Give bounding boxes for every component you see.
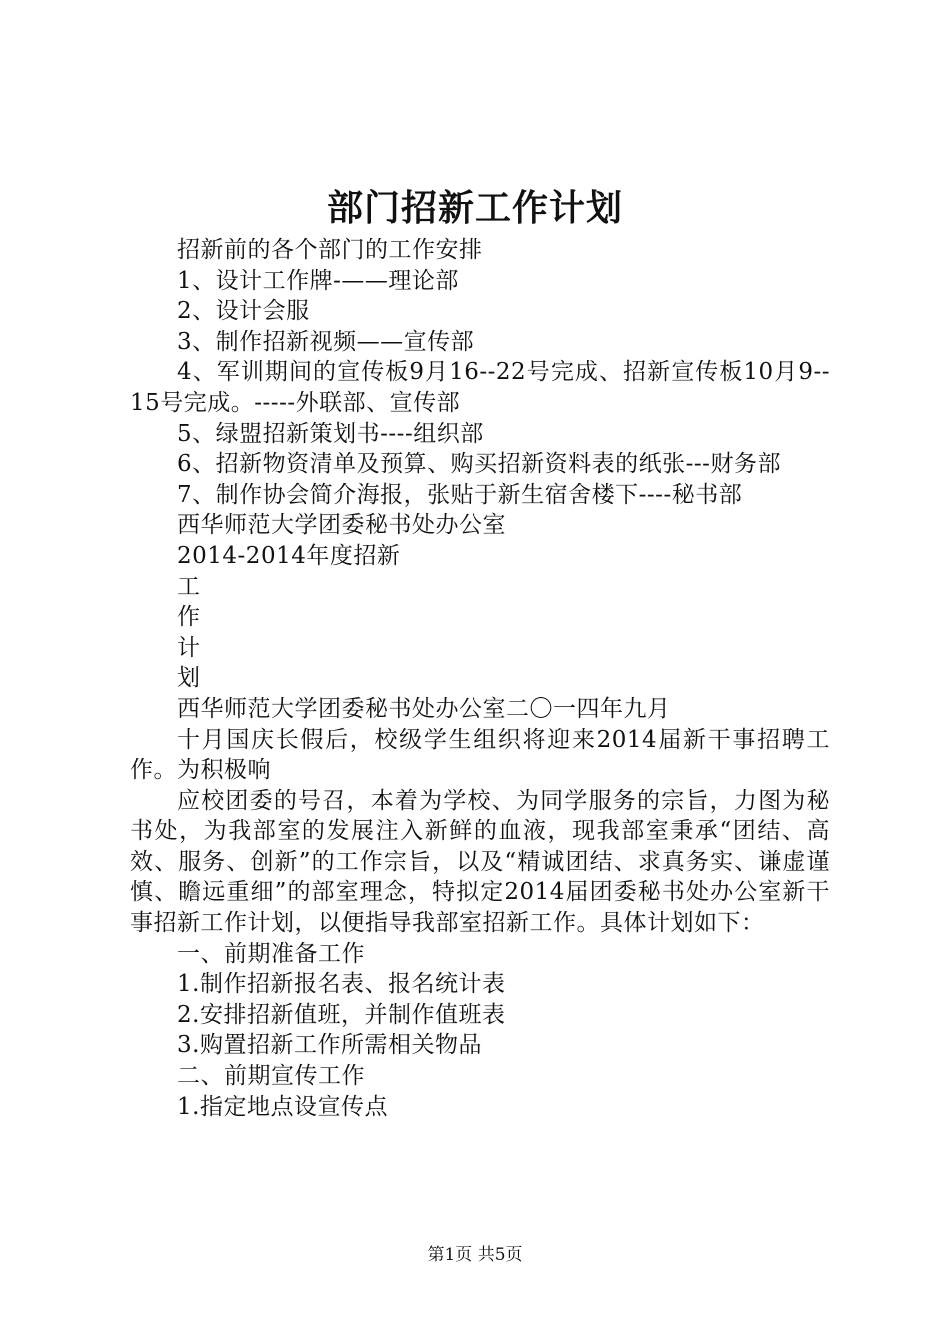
paragraph: 2.安排招新值班，并制作值班表 — [177, 1001, 506, 1028]
paragraph: 1、设计工作牌-——理论部 — [177, 267, 459, 294]
paragraph: 十月国庆长假后，校级学生组织将迎来2014届新干事招聘工作。为积极响 — [130, 726, 830, 784]
document-title: 部门招新工作计划 — [326, 187, 623, 229]
paragraph: 招新前的各个部门的工作安排 — [177, 237, 483, 263]
paragraph: 西华师范大学团委秘书处办公室 — [177, 512, 506, 539]
paragraph: 二、前期宣传工作 — [177, 1063, 365, 1090]
page-footer: 第1页 共5页 — [427, 1245, 523, 1265]
paragraph: 6、招新物资清单及预算、购买招新资料表的纸张---财务部 — [177, 451, 781, 478]
paragraph: 划 — [177, 665, 201, 692]
paragraph: 工 — [177, 573, 201, 600]
paragraph: 3.购置招新工作所需相关物品 — [177, 1032, 482, 1059]
paragraph: 应校团委的号召，本着为学校、为同学服务的宗旨，力图为秘书处，为我部室的发展注入新鲜的血液，现我部室秉承“团结、高效、服务、创新”的工作宗旨，以及“精诚团结、求真务实、谦虚谨慎、瞻远重细”的部室理念，特拟定2014届团委秘书处办公室新干事招新工作计划，以便指导我部室招新工作。具体计划如下： — [130, 787, 830, 937]
paragraph: 1.指定地点设宣传点 — [177, 1093, 388, 1120]
paragraph: 5、绿盟招新策划书----组织部 — [177, 420, 484, 447]
paragraph: 7、制作协会简介海报，张贴于新生宿舍楼下----秘书部 — [177, 481, 743, 508]
paragraph: 3、制作招新视频——宣传部 — [177, 328, 475, 355]
paragraph: 一、前期准备工作 — [177, 940, 365, 967]
paragraph: 2、设计会服 — [177, 298, 310, 325]
paragraph: 西华师范大学团委秘书处办公室二〇一四年九月 — [177, 695, 671, 722]
document-body — [130, 235, 830, 1122]
paragraph: 4、军训期间的宣传板9月16--22号完成、招新宣传板10月9--15号完成。-----外联部、宣传部 — [130, 359, 830, 416]
paragraph: 计 — [177, 634, 201, 661]
paragraph: 作 — [177, 604, 201, 631]
paragraph: 1.制作招新报名表、报名统计表 — [177, 971, 506, 998]
paragraph: 2014-2014年度招新 — [177, 542, 401, 569]
